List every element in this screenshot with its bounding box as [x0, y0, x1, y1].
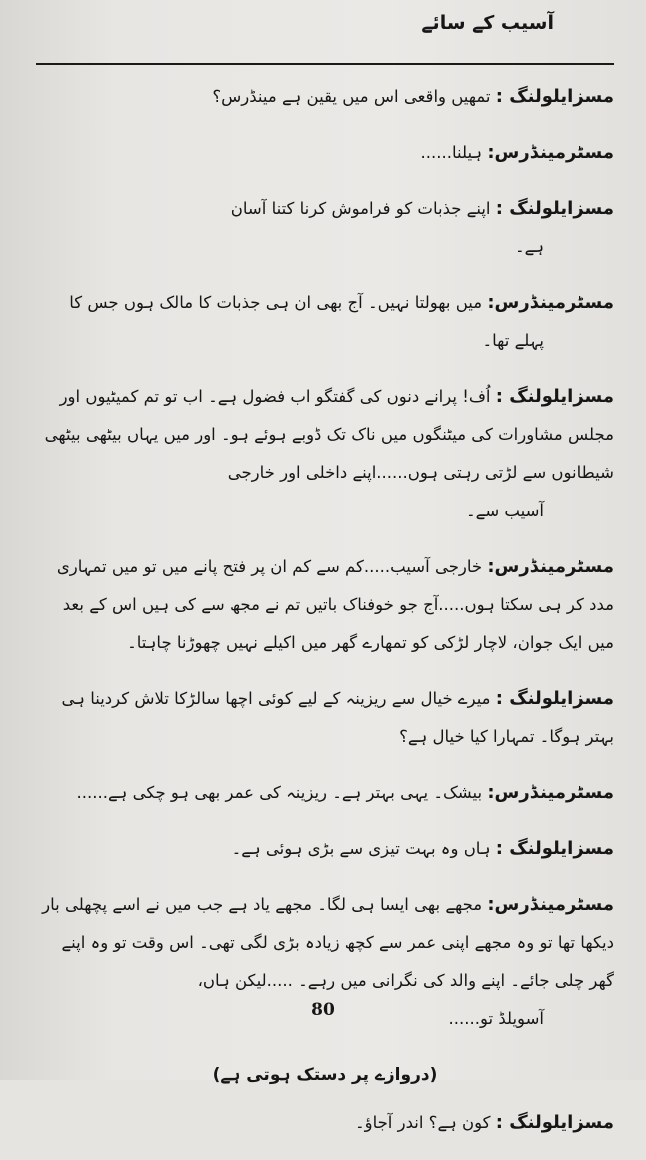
dialogue-entry	[36, 284, 614, 360]
dialogue-text: بیشک۔ یہی بہتر ہے۔ ریزینہ کی عمر بھی ہو چکی ہے......	[76, 783, 483, 802]
page-body	[36, 78, 614, 1160]
dialogue-text: مجھے بھی ایسا ہی لگا۔ مجھے یاد ہے جب میں نے اسے پچھلی بار دیکھا تھا تو وہ مجھے اپنی عمر سے کچھ زیادہ بڑی لگی تھی۔ اس وقت تو وہ اپنے گھر چلی جائے۔ اپنے والد کی نگرانی میں رہے۔ .....لیکن ہاں،	[42, 895, 614, 990]
dialogue-continuation: آسیب سے۔	[466, 501, 544, 520]
dialogue-text: کون ہے؟ اندر آجاؤ۔	[354, 1113, 491, 1132]
page-number: 80	[311, 1000, 335, 1020]
dialogue-text: اپنے جذبات کو فراموش کرنا کتنا آسان	[230, 199, 491, 218]
dialogue-entry	[36, 378, 614, 530]
speaker-name: مسزایلولنگ :	[495, 86, 614, 107]
header-rule	[36, 63, 614, 65]
speaker-name: مسزایلولنگ :	[495, 688, 614, 709]
dialogue-entry	[36, 78, 614, 116]
running-header: آسیب کے سائے	[421, 12, 554, 34]
dialogue-text: تمھیں واقعی اس میں یقین ہے مینڈرس؟	[212, 87, 491, 106]
dialogue-entry-last	[36, 1104, 614, 1142]
dialogue-block	[36, 78, 614, 1038]
speaker-name: مسٹرمینڈرس:	[487, 292, 614, 313]
dialogue-continuation: ہے۔	[514, 237, 544, 256]
dialogue-continuation: آسویلڈ تو......	[448, 1009, 544, 1028]
dialogue-text: اُف! پرانے دنوں کی گفتگو اب فضول ہے۔ اب تو تم کمیٹیوں اور مجلس مشاورات کی میٹنگوں میں ناک تک ڈوبے ہوئے ہو۔ اور میں یہاں بیٹھی بیٹھی شیطانوں سے لڑتی رہتی ہوں......اپنے داخلی اور خارجی	[44, 387, 614, 482]
speaker-name: مسزایلولنگ :	[495, 198, 614, 219]
dialogue-text: میں بھولتا نہیں۔ آج بھی ان ہی جذبات کا مالک ہوں جس کا	[69, 293, 483, 312]
dialogue-entry	[36, 680, 614, 756]
dialogue-text: میرے خیال سے ریزینہ کے لیے کوئی اچھا سالڑکا تلاش کردینا ہی بہتر ہوگا۔ تمہارا کیا خیال ہے؟	[61, 689, 614, 746]
speaker-name: مسزایلولنگ :	[495, 386, 614, 407]
speaker-name: مسزایلولنگ :	[495, 838, 614, 859]
speaker-name: مسٹرمینڈرس:	[487, 782, 614, 803]
dialogue-text: ہاں وہ بہت تیزی سے بڑی ہوئی ہے۔	[231, 839, 491, 858]
dialogue-entry	[36, 774, 614, 812]
speaker-name: مسزایلولنگ :	[495, 1112, 614, 1133]
dialogue-entry	[36, 830, 614, 868]
dialogue-entry	[36, 548, 614, 662]
dialogue-entry	[36, 190, 614, 266]
speaker-name: مسٹرمینڈرس:	[487, 142, 614, 163]
dialogue-entry	[36, 134, 614, 172]
dialogue-text: خارجی آسیب.....کم سے کم ان پر فتح پانے میں تو میں تمہاری مدد کر ہی سکتا ہوں.....آج جو خوفناک باتیں تم نے مجھ سے کی ہیں اس کے بعد میں ایک جوان، لاچار لڑکی کو تمھارے گھر میں اکیلے نہیں چھوڑنا چاہتا۔	[56, 557, 614, 652]
dialogue-continuation: پہلے تھا۔	[482, 331, 544, 350]
speaker-name: مسٹرمینڈرس:	[487, 894, 614, 915]
speaker-name: مسٹرمینڈرس:	[487, 556, 614, 577]
dialogue-text: ہیلنا......	[420, 143, 483, 162]
stage-direction: (دروازے پر دستک ہوتی ہے)	[212, 1065, 438, 1085]
